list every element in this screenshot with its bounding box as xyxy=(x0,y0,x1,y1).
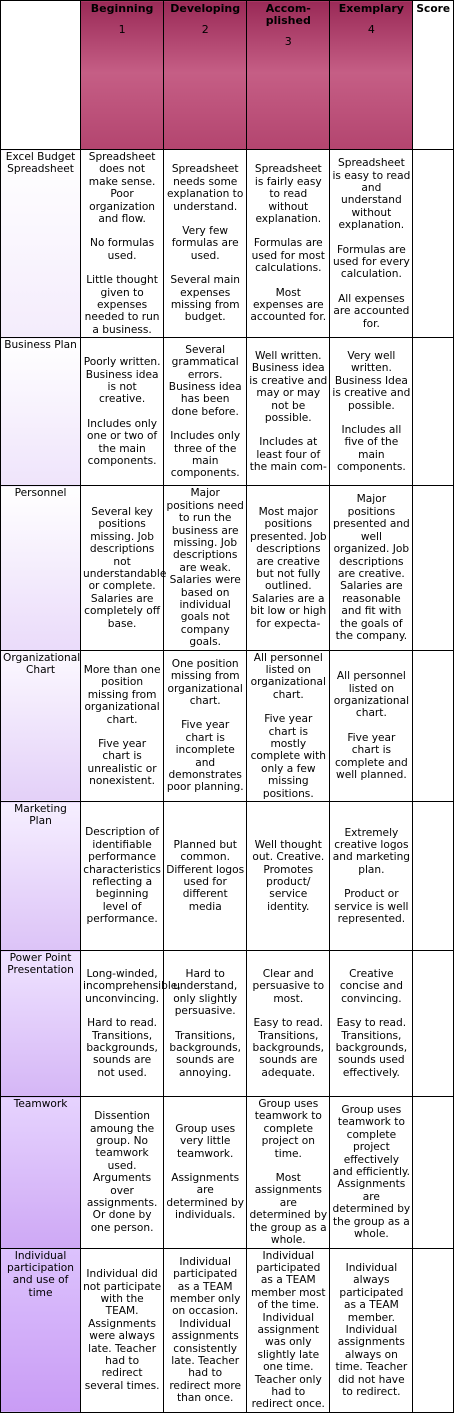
descriptor-cell-exemplary xyxy=(330,650,413,801)
descriptor-text: All personnel listed on organizational chart. xyxy=(250,651,326,701)
descriptor-cell-exemplary xyxy=(330,1097,413,1248)
descriptor-cell-beginning xyxy=(81,150,164,338)
descriptor-text: Five year chart is incomplete and demonstrates poor planning. xyxy=(166,719,244,794)
descriptor-text: Individual always participated as a TEAM member. Individual assignments always on time. Teacher did not have to redirect. xyxy=(335,1261,408,1398)
descriptor-cell-developing xyxy=(164,486,247,650)
descriptor-cell-accomplished xyxy=(247,338,330,486)
rubric-body xyxy=(1,150,454,1413)
descriptor-cell-developing xyxy=(164,1248,247,1412)
descriptor-text: All expenses are accounted for. xyxy=(333,292,410,330)
descriptor-text: Poorly written. Business idea is not creative. xyxy=(83,356,161,406)
descriptor-text: Extremely creative logos and marketing plan. xyxy=(332,826,411,876)
descriptor-text: Several main expenses missing from budget. xyxy=(170,274,241,324)
descriptor-cell-accomplished xyxy=(247,951,330,1097)
level-number: 3 xyxy=(284,35,292,48)
descriptor-text: Group uses teamwork to complete project effectively and efficiently. Assignments are determined by the group as a whole. xyxy=(332,1104,411,1241)
criterion-label: Excel Budget Spreadsheet xyxy=(1,150,81,338)
rubric-row xyxy=(1,338,454,486)
descriptor-cell-developing xyxy=(164,650,247,801)
level-header-developing xyxy=(164,1,247,150)
descriptor-text: Spreadsheet is fairly easy to read without explanation. xyxy=(254,163,322,226)
rubric-row xyxy=(1,1248,454,1412)
score-cell[interactable] xyxy=(413,802,454,951)
descriptor-text: Dissention amoung the group. No teamwork used. Arguments over assignments. Or done by one person. xyxy=(86,1110,158,1234)
descriptor-text: Spreadsheet does not make sense. Poor organization and flow. xyxy=(88,151,156,226)
descriptor-cell-beginning xyxy=(81,951,181,1097)
descriptor-text: Individual participated as a TEAM member only on occasion. Individual assignments consistently late. Teacher had to redirect more than once. xyxy=(169,1255,242,1405)
level-title: Accom-plished xyxy=(265,2,311,27)
level-number: 1 xyxy=(118,23,126,36)
descriptor-text: Spreadsheet needs some explanation to understand. xyxy=(167,163,244,213)
score-header: Score xyxy=(413,1,454,150)
descriptor-text: Assignments are determined by individuals. xyxy=(166,1172,245,1222)
descriptor-text: Most assignments are determined by the group as a whole. xyxy=(249,1172,328,1247)
descriptor-cell-beginning xyxy=(81,338,164,486)
descriptor-text: Hard to read. Transitions, backgrounds, sounds are not used. xyxy=(86,1017,158,1079)
descriptor-cell-beginning xyxy=(81,802,164,951)
descriptor-text: Includes only three of the main components. xyxy=(170,430,241,480)
descriptor-text: Major positions need to run the business are missing. Job descriptions are weak. Salaries were based on individual goals not company goals. xyxy=(166,487,244,649)
criterion-label: Teamwork xyxy=(1,1097,81,1248)
descriptor-text: Five year chart is unrealistic or nonexistent. xyxy=(87,738,157,788)
descriptor-cell-beginning xyxy=(81,1097,164,1248)
descriptor-cell-exemplary xyxy=(330,338,413,486)
descriptor-text: Planned but common. Different logos used for different media xyxy=(166,838,245,913)
descriptor-text: Major positions presented and well organized. Job descriptions are creative. Salaries are reasonable and fit with the goals of the company. xyxy=(332,493,410,642)
descriptor-text: Little thought given to expenses needed to run a business. xyxy=(84,274,160,336)
descriptor-cell-exemplary xyxy=(330,486,413,650)
level-number: 2 xyxy=(201,23,209,36)
descriptor-text: Description of identifiable performance characteristics reflecting a beginning level of performance. xyxy=(83,826,161,926)
descriptor-text: Individual did not participate with the TEAM. Assignments were always late. Teacher had to redirect several times. xyxy=(83,1268,162,1392)
descriptor-cell-exemplary xyxy=(330,802,413,951)
score-cell[interactable] xyxy=(413,150,454,338)
descriptor-text: Spreadsheet is easy to read and understand without explanation. xyxy=(332,157,411,232)
score-cell[interactable] xyxy=(413,1097,454,1248)
level-title: Beginning xyxy=(90,2,154,15)
descriptor-text: Very few formulas are used. xyxy=(171,225,239,262)
level-title: Exemplary xyxy=(338,2,404,15)
descriptor-text: Transitions, backgrounds, sounds are annoying. xyxy=(169,1029,241,1079)
criterion-label: Individual participation and use of time xyxy=(1,1248,81,1412)
descriptor-text: One position missing from organizational chart. xyxy=(167,657,243,707)
descriptor-text: Well written. Business idea is creative and may or may not be possible. xyxy=(249,349,328,424)
descriptor-text: Several grammatical errors. Business idea has been done before. xyxy=(168,343,242,418)
descriptor-cell-exemplary xyxy=(330,150,413,338)
descriptor-cell-developing xyxy=(164,338,247,486)
score-cell[interactable] xyxy=(413,338,454,486)
criterion-label: Personnel xyxy=(1,486,81,650)
header-row xyxy=(1,1,454,150)
descriptor-cell-accomplished xyxy=(247,1248,330,1412)
score-cell[interactable] xyxy=(413,486,454,650)
criterion-label: Marketing Plan xyxy=(1,802,81,951)
descriptor-text: Includes at least four of the main com- xyxy=(249,436,327,474)
descriptor-text: Includes all five of the main components. xyxy=(336,423,406,474)
criterion-label: Power Point Presentation xyxy=(1,951,81,1097)
descriptor-text: Long-winded, incomprehensible, unconvincing. xyxy=(83,967,181,1005)
descriptor-text: More than one position missing from organizational chart. xyxy=(83,663,161,726)
descriptor-text: Most major positions presented. Job descriptions are creative but not fully outlined. Salaries are a bit low or high for expecta- xyxy=(249,505,327,630)
descriptor-cell-accomplished xyxy=(247,486,330,650)
descriptor-cell-accomplished xyxy=(247,650,330,801)
descriptor-cell-accomplished xyxy=(247,802,330,951)
level-title: Developing xyxy=(170,2,241,15)
score-cell[interactable] xyxy=(413,650,454,801)
descriptor-text: No formulas used. xyxy=(90,237,155,262)
descriptor-cell-accomplished xyxy=(247,1097,330,1248)
descriptor-cell-beginning xyxy=(81,486,167,650)
descriptor-text: Well thought out. Creative. Promotes product/ service identity. xyxy=(252,838,325,913)
descriptor-cell-exemplary xyxy=(330,1248,413,1412)
descriptor-text: Clear and persuasive to most. xyxy=(252,967,325,1005)
descriptor-text: Formulas are used for every calculation. xyxy=(333,243,410,281)
criterion-label: Organizational Chart xyxy=(1,650,81,801)
descriptor-text: Group uses very little teamwork. xyxy=(175,1122,236,1160)
level-number: 4 xyxy=(367,23,375,36)
rubric-row xyxy=(1,650,454,801)
descriptor-cell-developing xyxy=(164,150,247,338)
descriptor-cell-developing xyxy=(164,951,247,1097)
rubric-row xyxy=(1,951,454,1097)
descriptor-text: Easy to read. Transitions, backgrounds, sounds used effectively. xyxy=(335,1017,408,1079)
descriptor-cell-beginning xyxy=(81,650,164,801)
level-header-accomplished xyxy=(247,1,330,150)
corner-cell xyxy=(1,1,81,150)
descriptor-text: Five year chart is mostly complete with only a few missing positions. xyxy=(250,713,326,800)
level-header-exemplary xyxy=(330,1,413,150)
descriptor-text: Includes only one or two of the main components. xyxy=(87,417,158,467)
descriptor-cell-developing xyxy=(164,802,247,951)
descriptor-text: Several key positions missing. Job descriptions not understandable or complete. Salaries are completely off base. xyxy=(83,505,167,630)
descriptor-text: Formulas are used for most calculations. xyxy=(251,237,325,275)
score-cell[interactable] xyxy=(413,951,454,1097)
descriptor-text: Most expenses are accounted for. xyxy=(250,286,327,324)
descriptor-text: Very well written. Business Idea is creative and possible. xyxy=(332,349,411,412)
rubric-row xyxy=(1,1097,454,1248)
rubric-row xyxy=(1,486,454,650)
descriptor-text: All personnel listed on organizational chart. xyxy=(333,670,410,720)
level-header-beginning xyxy=(81,1,164,150)
descriptor-text: Five year chart is complete and well planned. xyxy=(334,731,408,782)
score-cell[interactable] xyxy=(413,1248,454,1412)
rubric-row xyxy=(1,150,454,338)
descriptor-text: Creative concise and convincing. xyxy=(339,967,403,1005)
criterion-label: Business Plan xyxy=(1,338,81,486)
rubric-row xyxy=(1,802,454,951)
descriptor-text: Easy to read. Transitions, backgrounds, sounds are adequate. xyxy=(252,1017,325,1079)
descriptor-cell-beginning xyxy=(81,1248,164,1412)
descriptor-cell-developing xyxy=(164,1097,247,1248)
descriptor-cell-exemplary xyxy=(330,951,413,1097)
descriptor-text: Hard to understand, only slightly persuasive. xyxy=(173,967,238,1018)
descriptor-text: Product or service is well represented. xyxy=(334,888,409,926)
descriptor-cell-accomplished xyxy=(247,150,330,338)
descriptor-text: Individual participated as a TEAM member most of the time. Individual assignment was only slightly late one time. Teacher only had to redirect once. xyxy=(250,1249,326,1411)
descriptor-text: Group uses teamwork to complete project on time. xyxy=(254,1098,322,1160)
